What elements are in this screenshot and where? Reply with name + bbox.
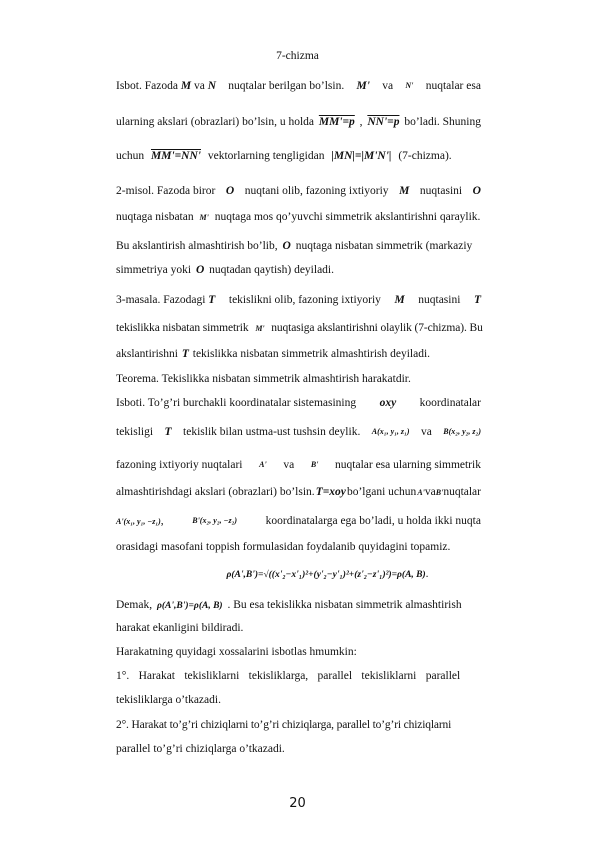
text-line: Isbot. Fazoda M va N nuqtalar berilgan bo’lsin. M' va N' nuqtalar esa [116,80,481,92]
text-line: almashtirishdagi akslari (obrazlari) bo’lsin. T=xoy bo’lgani uchun A'vaB'nuqtalar [116,486,481,498]
text-line: Isboti. To’g’ri burchakli koordinatalar sistemasining oxy koordinatalar [116,397,481,409]
text-line: nuqtaga nisbatan M' nuqtaga mos qo’yuvchi simmetrik akslantirishni qaraylik. [116,211,481,223]
text-line: Teorema. Tekislikka nisbatan simmetrik almashtirish harakatdir. [116,373,411,385]
text-line: akslantirishni T tekislikka nisbatan simmetrik almashtirish deyiladi. [116,348,431,360]
text-line: tekislikka nisbatan simmetrik M' nuqtasiga akslantirishni olaylik (7-chizma). Bu [116,322,483,334]
text-line: 1°. Harakat tekisliklarni tekisliklarga, parallel tekisliklarni parallel [116,670,461,682]
text-line: 2-misol. Fazoda biror O nuqtani olib, fazoning ixtiyoriy M nuqtasini O [116,185,481,197]
text-line: Harakatning quyidagi xossalarini isbotlas hmumkin: [116,646,357,658]
text-line: tekisligi T tekislik bilan ustma-ust tushsin deylik. A(x₁, y₁, z₁) va B(x₂, y₂, z₂) [116,426,481,438]
text-line: A'(x₁, y₁, −z₁), B'(x₂, y₂, −z₂) koordinatalarga ega bo’ladi, u holda ikki nuqta [116,515,481,527]
text-line: simmetriya yoki O nuqtadan qaytish) deyiladi. [116,264,334,276]
text-line: parallel to’g’ri chiziqlarga o’tkazadi. [116,743,285,755]
text-line: fazoning ixtiyoriy nuqtalari A' va B' nuqtalar esa ularning simmetrik [116,459,481,471]
text-line: 3-masala. Fazodagi T tekislikni olib, fazoning ixtiyoriy M nuqtasini T [116,294,481,306]
text-line: harakat ekanligini bildiradi. [116,622,244,634]
text-line: uchun MM'=NN' vektorlarning tengligidan |MN|=|M'N'| (7-chizma). [116,150,452,162]
text-line: tekisliklarga o’tkazadi. [116,694,221,706]
text-line: Demak, ρ(A',B')=ρ(A, B) . Bu esa tekislikka nisbatan simmetrik almashtirish [116,599,462,611]
text-line: orasidagi masofani toppish formulasidan foydalanib quyidagini topamiz. [116,541,451,553]
text-line: Bu akslantirish almashtirish bo’lib, O nuqtaga nisbatan simmetrik (markaziy [116,240,473,252]
text-line: ularning akslari (obrazlari) bo’lsin, u holda MM'=p , NN'=p bo’ladi. Shuning [116,116,481,128]
page-number: 20 [289,796,306,811]
figure-caption: 7-chizma [276,50,319,62]
text-line: 2°. Harakat to’g’ri chiziqlarni to’g’ri chiziqlarga, parallel to’g’ri chiziqlarni [116,719,452,731]
distance-formula: ρ(A',B')=√((x'₂−x'₁)²+(y'₂−y'₁)²+(z'₂−z'₁)²)=ρ(A, B). [226,568,429,580]
